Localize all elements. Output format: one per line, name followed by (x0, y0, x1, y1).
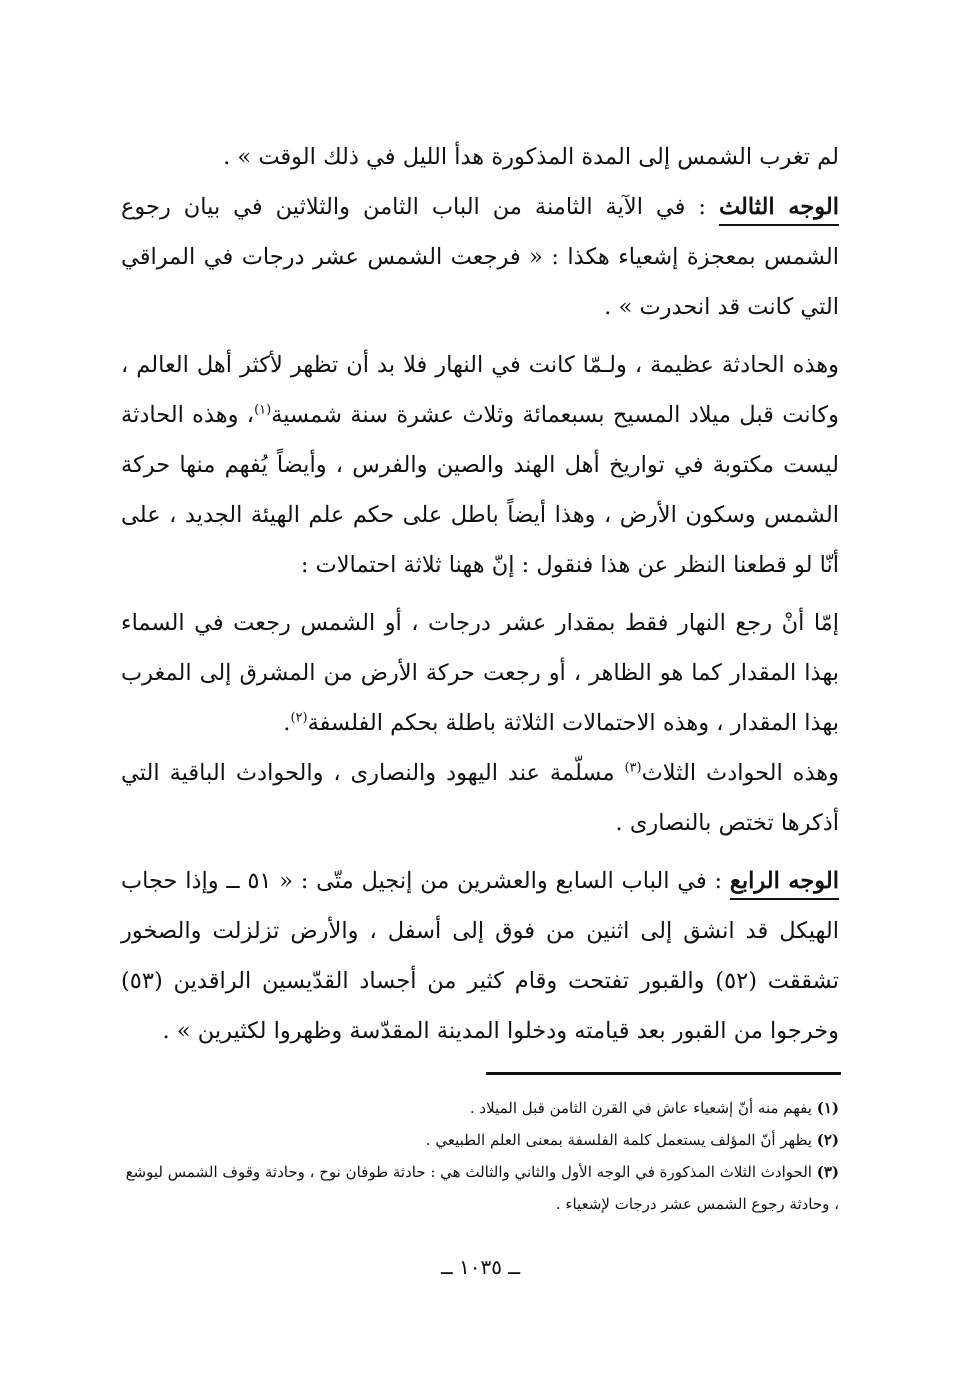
footnote-1-number: (١) (816, 1099, 839, 1117)
footnote-separator (486, 1072, 841, 1075)
main-text (121, 132, 839, 1056)
paragraph-6-text: : في الباب السابع والعشرين من إنجيل متّى : « ٥١ ــ وإذا حجاب الهيكل قد انشق إلى اثنين من فوق إلى أسفل ، والأرض تزلزلت والصخور تشققت (٥٢) والقبور تفتحت وقام كثير من أجساد القدّيسين الراقدين (٥٣) وخرجوا من القبور بعد قيامته ودخلوا المدينة المقدّسة وظهروا لكثيرين » . (121, 868, 840, 1044)
paragraph-3 (121, 340, 839, 590)
footnote-ref-2[interactable]: (٢) (290, 710, 308, 726)
footnotes (121, 1092, 839, 1220)
paragraph-5 (121, 748, 839, 848)
section-label-third: الوجه الثالث (718, 194, 839, 220)
paragraph-4-text-b: . (283, 710, 291, 736)
footnote-2 (121, 1124, 839, 1156)
section-label-fourth: الوجه الرابع (729, 868, 839, 894)
footnote-3 (121, 1156, 839, 1220)
paragraph-6 (121, 856, 839, 1056)
footnote-ref-1[interactable]: (١) (254, 402, 272, 418)
footnote-1-text: يفهم منه أنّ إشعياء عاش في القرن الثامن قبل الميلاد . (469, 1099, 817, 1117)
paragraph-1 (121, 132, 839, 182)
paragraph-4-text-a: إمّا أنْ رجع النهار فقط بمقدار عشر درجات ، أو الشمس رجعت في السماء بهذا المقدار كما هو الظاهر ، أو رجعت حركة الأرض من المشرق إلى المغرب بهذا المقدار ، وهذه الاحتمالات الثلاثة باطلة بحكم الفلسفة (121, 610, 839, 736)
footnote-3-number: (٣) (816, 1163, 839, 1181)
footnote-ref-3[interactable]: (٣) (624, 760, 642, 776)
paragraph-3-text-b: ، وهذه الحادثة ليست مكتوبة في تواريخ أهل الهند والصين والفرس ، وأيضاً يُفهم منها حركة الشمس وسكون الأرض ، وهذا أيضاً باطل على حكم علم الهيئة الجديد ، على أنّا لو قطعنا النظر عن هذا فنقول : إنّ ههنا ثلاثة احتمالات : (121, 402, 839, 578)
footnote-1 (121, 1092, 839, 1124)
paragraph-5-text-b: مسلّمة عند اليهود والنصارى ، والحوادث الباقية التي أذكرها تختص بالنصارى . (121, 760, 839, 836)
paragraph-1-text: لم تغرب الشمس إلى المدة المذكورة هدأ الليل في ذلك الوقت » . (223, 144, 839, 170)
paragraph-5-text-a: وهذه الحوادث الثلاث (641, 760, 840, 786)
paragraph-4 (121, 598, 839, 748)
paragraph-3-text-a: وهذه الحادثة عظيمة ، ولـمّا كانت في النهار فلا بد أن تظهر لأكثر أهل العالم ، وكانت قبل ميلاد المسيح بسبعمائة وثلاث عشرة سنة شمسية (121, 352, 839, 428)
footnote-2-number: (٢) (816, 1131, 839, 1149)
footnote-3-text: الحوادث الثلاث المذكورة في الوجه الأول والثاني والثالث هي : حادثة طوفان نوح ، وحادثة وقوف الشمس ليوشع ، وحادثة رجوع الشمس عشر درجات لإشعياء . (125, 1163, 839, 1213)
paragraph-2 (121, 182, 839, 332)
footnote-2-text: يظهر أنّ المؤلف يستعمل كلمة الفلسفة بمعنى العلم الطبيعي . (425, 1131, 817, 1149)
page-number: ــ ١٠٣٥ ــ (440, 1255, 521, 1279)
paragraph-2-text: : في الآية الثامنة من الباب الثامن والثلاثين في بيان رجوع الشمس بمعجزة إشعياء هكذا : « فرجعت الشمس عشر درجات في المراقي التي كانت قد انحدرت » . (121, 194, 839, 320)
